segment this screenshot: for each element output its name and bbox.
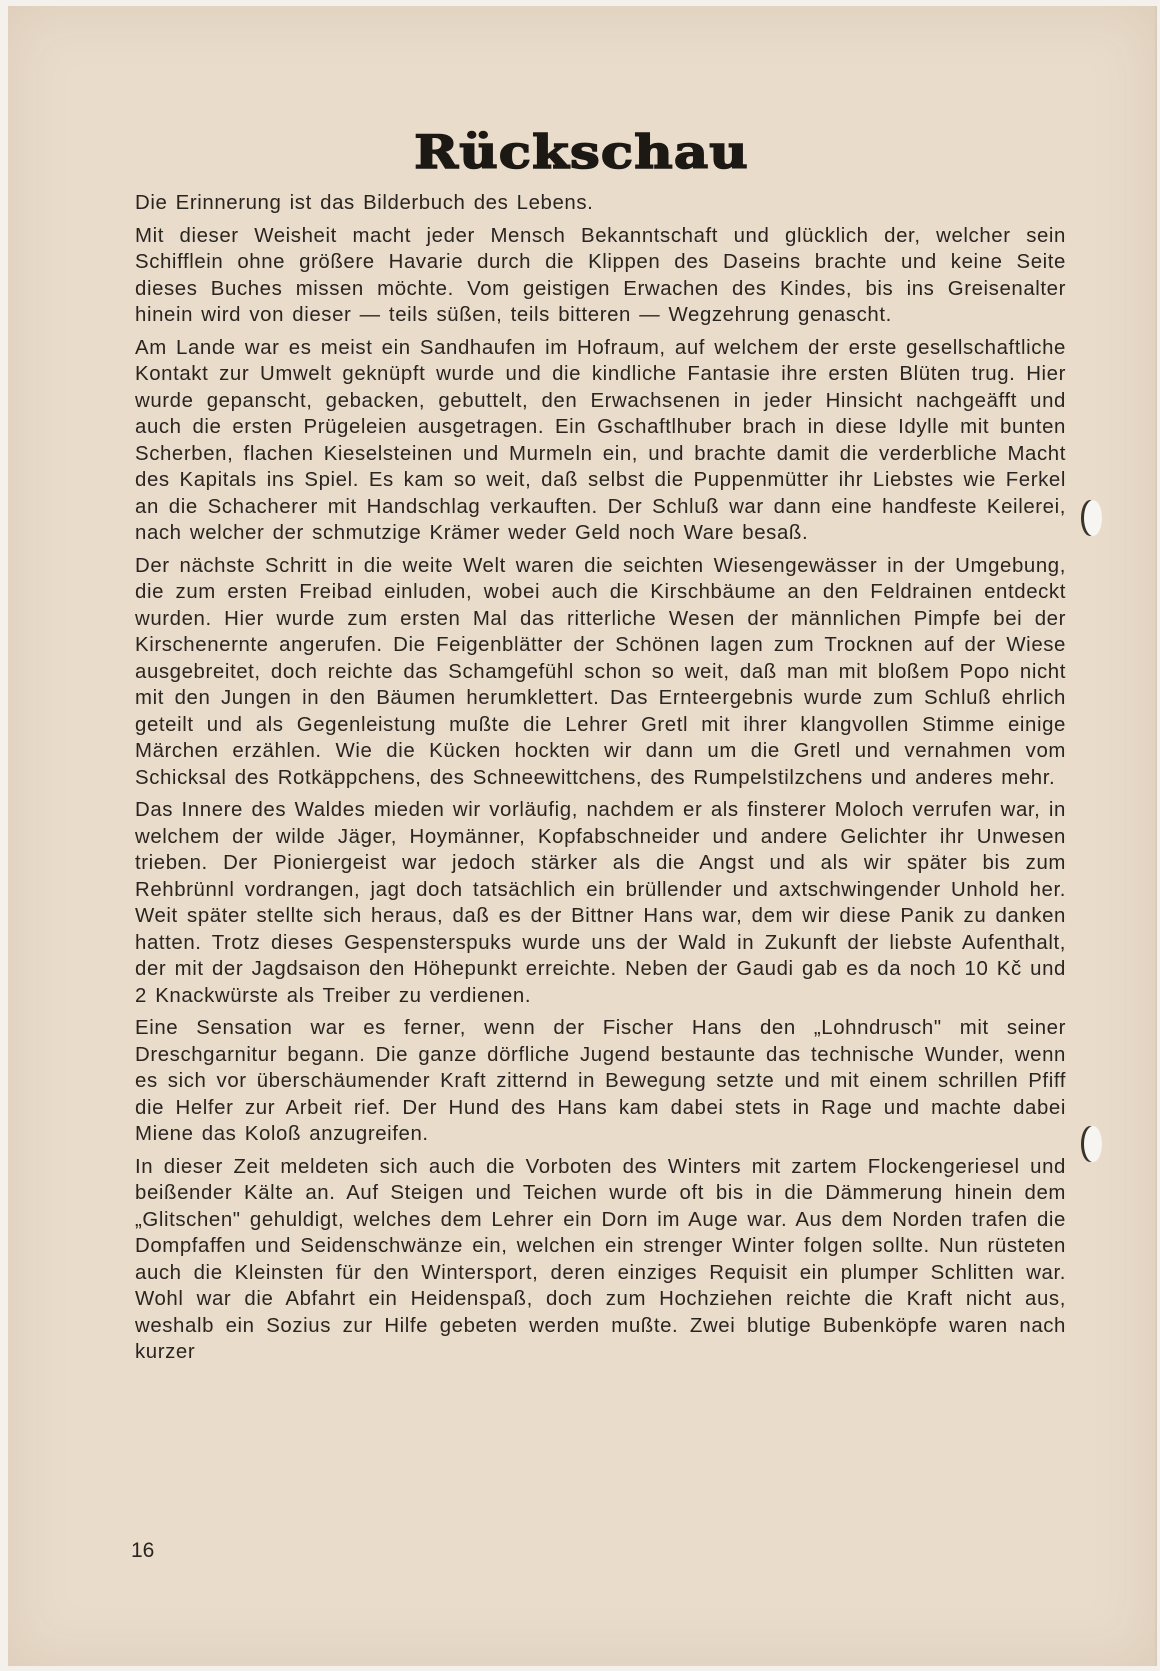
body-text: [135, 190, 1066, 1372]
punch-hole: [1084, 1126, 1102, 1162]
page-number: 16: [131, 1539, 155, 1562]
paragraph-3: Am Lande war es meist ein Sandhaufen im Hofraum, auf welchem der erste gesellschaftliche Kontakt zur Umwelt geknüpft wurde und die kindliche Fantasie ihre ersten Blüten trug. Hier wurde gepanscht, gebacken, gebuttelt, den Erwachsenen in jeder Hinsicht nachgeäfft und auch die ersten Prügeleien ausgetragen. Ein Gschaftlhuber brach in diese Idylle mit bunten Scherben, flachen Kieselsteinen und Murmeln ein, und brachte damit die verderbliche Macht des Kapitals ins Spiel. Es kam so weit, daß selbst die Puppenmütter ihr Liebstes wie Ferkel an die Schacherer mit Handschlag verkauften. Der Schluß war dann eine handfeste Keilerei, nach welcher der schmutzige Krämer weder Geld noch Ware besaß.: [135, 336, 1066, 544]
page-title: Rückschau: [414, 125, 749, 179]
paragraph-6: Eine Sensation war es ferner, wenn der Fischer Hans den „Lohndrusch" mit seiner Dreschgarnitur begann. Die ganze dörfliche Jugend bestaunte das technische Wunder, wenn es sich vor überschäumender Kraft zitternd in Bewegung setzte und mit einem schrillen Pfiff die Helfer zur Arbeit rief. Der Hund des Hans kam dabei stets in Rage und machte dabei Miene das Koloß anzugreifen.: [135, 1017, 1066, 1145]
paragraph-4: Der nächste Schritt in die weite Welt waren die seichten Wiesengewässer in der Umgebung, die zum ersten Freibad einluden, wobei auch die Kirschbäume an den Feldrainen entdeckt wurden. Hier wurde zum ersten Mal das ritterliche Wesen der männlichen Pimpfe bei der Kirschenernte angerufen. Die Feigenblätter der Schönen lagen zum Trocknen auf der Wiese ausgebreitet, doch reichte das Schamgefühl schon so weit, daß man mit bloßem Popo nicht mit den Jungen in den Bäumen herumklettert. Das Ernteergebnis wurde zum Schluß ehrlich geteilt und als Gegenleistung mußte die Lehrer Gretl mit ihrer klangvollen Stimme einige Märchen erzählen. Wie die Kücken hockten wir dann um die Gretl und vernahmen vom Schicksal des Rotkäppchens, des Schneewittchens, des Rumpelstilzchens und anderes mehr.: [135, 554, 1066, 789]
punch-hole: [1084, 500, 1102, 536]
paragraph-5: Das Innere des Waldes mieden wir vorläufig, nachdem er als finsterer Moloch verrufen war, in welchem der wilde Jäger, Hoymänner, Kopfabschneider und andere Gelichter ihr Unwesen trieben. Der Pioniergeist war jedoch stärker als die Angst und als wir später bis zum Rehbrünnl vordrangen, jagt doch tatsächlich ein brüllender und axtschwingender Unhold her. Weit später stellte sich heraus, daß es der Bittner Hans war, dem wir diese Panik zu danken hatten. Trotz dieses Gespensterspuks wurde uns der Wald in Zukunft der liebste Aufenthalt, der mit der Jagdsaison den Höhepunkt erreichte. Neben der Gaudi gab es da noch 10 Kč und 2 Knackwürste als Treiber zu verdienen.: [135, 799, 1066, 1007]
paragraph-2: Mit dieser Weisheit macht jeder Mensch Bekanntschaft und glücklich der, welcher sein Schifflein ohne größere Havarie durch die Klippen des Daseins brachte und keine Seite dieses Buches missen möchte. Vom geistigen Erwachen des Kindes, bis ins Greisenalter hinein wird von dieser — teils süßen, teils bitteren — Wegzehrung genascht.: [135, 224, 1066, 326]
paragraph-1: Die Erinnerung ist das Bilderbuch des Lebens.: [135, 192, 594, 214]
paragraph-7: In dieser Zeit meldeten sich auch die Vorboten des Winters mit zartem Flockengeriesel und beißender Kälte an. Auf Steigen und Teichen wurde oft bis in die Dämmerung hinein dem „Glitschen" gehuldigt, welches dem Lehrer ein Dorn im Auge war. Aus dem Norden trafen die Dompfaffen und Seidenschwänze ein, welchen ein strenger Winter folgen sollte. Nun rüsteten auch die Kleinsten für den Wintersport, deren einziges Requisit ein plumper Schlitten war. Wohl war die Abfahrt ein Heidenspaß, doch zum Hochziehen reichte die Kraft nicht aus, weshalb ein Sozius zur Hilfe gebeten werden mußte. Zwei blutige Bubenköpfe waren nach kurzer: [135, 1155, 1066, 1363]
book-page: [8, 6, 1157, 1666]
